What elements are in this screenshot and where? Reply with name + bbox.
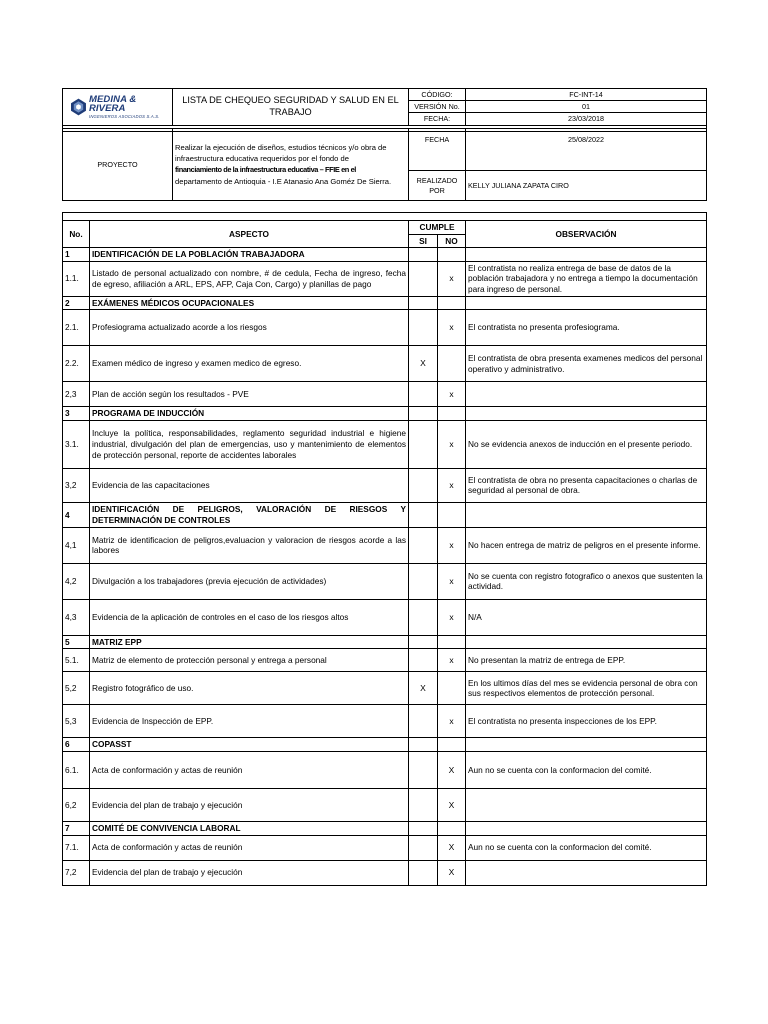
col-header-aspecto: ASPECTO — [90, 221, 409, 248]
cumple-si-mark — [409, 310, 438, 346]
cumple-si-mark — [409, 752, 438, 789]
cumple-si-cell — [409, 296, 438, 310]
cumple-no-mark: X — [438, 752, 466, 789]
cumple-no-cell — [438, 738, 466, 752]
item-aspect: Examen médico de ingreso y examen medico de egreso. — [90, 346, 409, 382]
item-aspect: Plan de acción según los resultados - PVE — [90, 382, 409, 407]
section-number: 5 — [63, 635, 90, 649]
cumple-si-mark — [409, 527, 438, 563]
item-aspect: Matriz de identificacion de peligros,evaluacion y valoracion de riesgos acorde a las labores — [90, 527, 409, 563]
cumple-no-mark: x — [438, 261, 466, 296]
cumple-si-mark — [409, 705, 438, 738]
cumple-si-cell — [409, 635, 438, 649]
cumple-si-mark — [409, 789, 438, 822]
codigo-value: FC-INT-14 — [466, 89, 707, 101]
cumple-no-mark: x — [438, 705, 466, 738]
observation-cell — [466, 738, 707, 752]
item-aspect: Evidencia de la aplicación de controles en el caso de los riesgos altos — [90, 599, 409, 635]
cumple-no-cell — [438, 502, 466, 527]
company-logo-icon — [71, 98, 86, 116]
col-header-si: SI — [409, 234, 438, 248]
observation-cell: No se evidencia anexos de inducción en el presente periodo. — [466, 420, 707, 468]
cumple-no-cell — [438, 296, 466, 310]
cumple-no-mark: x — [438, 468, 466, 502]
observation-cell: El contratista de obra no presenta capacitaciones o charlas de seguridad al personal de obra. — [466, 468, 707, 502]
observation-cell — [466, 635, 707, 649]
observation-cell: Aun no se cuenta con la conformacion del comité. — [466, 835, 707, 860]
item-aspect: Profesiograma actualizado acorde a los riesgos — [90, 310, 409, 346]
cumple-si-mark — [409, 420, 438, 468]
section-title: IDENTIFICACIÓN DE LA POBLACIÓN TRABAJADORA — [90, 248, 409, 262]
item-aspect: Acta de conformación y actas de reunión — [90, 835, 409, 860]
section-row — [63, 502, 707, 527]
item-number: 4,1 — [63, 527, 90, 563]
cumple-si-cell — [409, 822, 438, 836]
cumple-no-mark: x — [438, 420, 466, 468]
checklist-table — [62, 212, 707, 886]
cumple-si-mark — [409, 649, 438, 672]
item-aspect: Evidencia de Inspección de EPP. — [90, 705, 409, 738]
table-row — [63, 649, 707, 672]
section-title: COMITÉ DE CONVIVENCIA LABORAL — [90, 822, 409, 836]
observation-cell: No hacen entrega de matriz de peligros en el presente informe. — [466, 527, 707, 563]
item-number: 3.1. — [63, 420, 90, 468]
section-title: PROGRAMA DE INDUCCIÓN — [90, 407, 409, 421]
checklist-rows — [63, 248, 707, 885]
item-aspect: Registro fotográfico de uso. — [90, 672, 409, 705]
item-aspect: Evidencia del plan de trabajo y ejecución — [90, 860, 409, 885]
cumple-si-cell — [409, 407, 438, 421]
table-row — [63, 468, 707, 502]
cumple-no-mark — [438, 672, 466, 705]
project-fecha-value: 25/08/2022 — [466, 129, 707, 171]
cumple-no-mark: x — [438, 527, 466, 563]
item-number: 6,2 — [63, 789, 90, 822]
item-number: 5.1. — [63, 649, 90, 672]
table-row — [63, 599, 707, 635]
cumple-no-mark — [438, 346, 466, 382]
item-number: 7.1. — [63, 835, 90, 860]
project-description — [173, 129, 409, 201]
observation-cell — [466, 502, 707, 527]
section-row — [63, 738, 707, 752]
section-row — [63, 248, 707, 262]
cumple-no-mark: X — [438, 789, 466, 822]
section-row — [63, 407, 707, 421]
col-header-no: No. — [63, 221, 90, 248]
company-tagline: INGENIEROS ASOCIADOS S.A.S. — [88, 113, 160, 119]
version-value: 01 — [466, 101, 707, 113]
table-row — [63, 310, 707, 346]
codigo-label: CÓDIGO: — [409, 89, 466, 101]
table-row — [63, 382, 707, 407]
item-aspect: Listado de personal actualizado con nombre, # de cedula, Fecha de ingreso, fecha de egreso, afiliación a ARL, EPS, AFP, Caja Con, Cargo) y planillas de pago — [90, 261, 409, 296]
section-number: 1 — [63, 248, 90, 262]
observation-cell: No presentan la matriz de entrega de EPP. — [466, 649, 707, 672]
table-row — [63, 420, 707, 468]
observation-cell: N/A — [466, 599, 707, 635]
section-number: 4 — [63, 502, 90, 527]
col-header-observacion: OBSERVACIÓN — [466, 221, 707, 248]
cumple-no-mark: X — [438, 860, 466, 885]
item-aspect: Evidencia de las capacitaciones — [90, 468, 409, 502]
project-fecha-label: FECHA — [409, 129, 466, 171]
section-title: MATRIZ EPP — [90, 635, 409, 649]
project-label: PROYECTO — [63, 129, 173, 201]
cumple-si-mark — [409, 382, 438, 407]
observation-cell — [466, 789, 707, 822]
col-header-cumple: CUMPLE — [409, 221, 466, 235]
realizado-label: REALIZADO POR — [409, 171, 466, 201]
document-title: LISTA DE CHEQUEO SEGURIDAD Y SALUD EN EL TRABAJO — [173, 89, 409, 126]
cumple-si-mark — [409, 261, 438, 296]
observation-cell: El contratista de obra presenta examenes medicos del personal operativo y administrativo. — [466, 346, 707, 382]
table-row — [63, 835, 707, 860]
observation-cell — [466, 860, 707, 885]
observation-cell — [466, 382, 707, 407]
observation-cell: El contratista no presenta inspecciones de los EPP. — [466, 705, 707, 738]
observation-cell: En los ultimos días del mes se evidencia personal de obra con sus respectivos elementos de protección personal. — [466, 672, 707, 705]
observation-cell — [466, 407, 707, 421]
observation-cell: Aun no se cuenta con la conformacion del comité. — [466, 752, 707, 789]
document-header — [62, 88, 707, 132]
table-row — [63, 860, 707, 885]
company-logo — [63, 89, 173, 126]
observation-cell — [466, 296, 707, 310]
item-aspect: Incluye la política, responsabilidades, reglamento seguridad industrial e higiene industrial, divulgación del plan de emergencias, uso y mantenimiento de elementos de protección personal, reporte de accidentes laborales — [90, 420, 409, 468]
spacer-row — [63, 213, 707, 221]
table-row — [63, 705, 707, 738]
cumple-si-mark — [409, 468, 438, 502]
section-title: IDENTIFICACIÓN DE PELIGROS, VALORACIÓN DE RIESGOS Y DETERMINACIÓN DE CONTROLES — [90, 502, 409, 527]
section-title: EXÁMENES MÉDICOS OCUPACIONALES — [90, 296, 409, 310]
table-row — [63, 672, 707, 705]
item-number: 1.1. — [63, 261, 90, 296]
table-row — [63, 527, 707, 563]
item-number: 4,3 — [63, 599, 90, 635]
fecha-label: FECHA: — [409, 113, 466, 125]
project-description-part1: Realizar la ejecución de diseños, estudios técnicos y/o obra de infraestructura educativa requeridos por el fondo de — [175, 143, 387, 164]
observation-cell — [466, 822, 707, 836]
cumple-si-mark — [409, 860, 438, 885]
cumple-no-mark: x — [438, 382, 466, 407]
section-row — [63, 296, 707, 310]
cumple-si-mark — [409, 835, 438, 860]
cumple-no-mark: x — [438, 310, 466, 346]
cumple-no-cell — [438, 822, 466, 836]
section-number: 7 — [63, 822, 90, 836]
observation-cell: No se cuenta con registro fotografico o anexos que sustenten la actividad. — [466, 563, 707, 599]
cumple-si-cell — [409, 502, 438, 527]
item-number: 5,3 — [63, 705, 90, 738]
table-row — [63, 563, 707, 599]
cumple-si-cell — [409, 248, 438, 262]
cumple-no-mark: x — [438, 599, 466, 635]
project-description-part3: departamento de Antioquia - I.E Atanasio Ana Goméz De Sierra. — [175, 176, 392, 186]
cumple-no-cell — [438, 635, 466, 649]
col-header-no-cumple: NO — [438, 234, 466, 248]
section-number: 2 — [63, 296, 90, 310]
fecha-value: 23/03/2018 — [466, 113, 707, 125]
project-info — [62, 128, 707, 201]
item-aspect: Divulgación a los trabajadores (previa ejecución de actividades) — [90, 563, 409, 599]
cumple-si-mark: X — [409, 672, 438, 705]
table-row — [63, 261, 707, 296]
item-aspect: Matriz de elemento de protección personal y entrega a personal — [90, 649, 409, 672]
item-number: 4,2 — [63, 563, 90, 599]
item-number: 2,3 — [63, 382, 90, 407]
item-number: 2.2. — [63, 346, 90, 382]
cumple-si-mark: X — [409, 346, 438, 382]
table-row — [63, 789, 707, 822]
item-aspect: Acta de conformación y actas de reunión — [90, 752, 409, 789]
table-row — [63, 346, 707, 382]
table-row — [63, 752, 707, 789]
cumple-no-cell — [438, 248, 466, 262]
cumple-si-mark — [409, 563, 438, 599]
item-aspect: Evidencia del plan de trabajo y ejecución — [90, 789, 409, 822]
observation-cell — [466, 248, 707, 262]
cumple-no-mark: x — [438, 563, 466, 599]
item-number: 3,2 — [63, 468, 90, 502]
cumple-no-mark: X — [438, 835, 466, 860]
project-description-part2: financiamiento de la infraestructura educativa – FFIE en el — [175, 165, 356, 175]
cumple-no-cell — [438, 407, 466, 421]
observation-cell: El contratista no presenta profesiograma. — [466, 310, 707, 346]
company-name: MEDINA & RIVERA — [88, 93, 137, 115]
version-label: VERSIÓN No. — [409, 101, 466, 113]
section-number: 6 — [63, 738, 90, 752]
realizado-value: KELLY JULIANA ZAPATA CIRO — [466, 171, 707, 201]
cumple-no-mark: x — [438, 649, 466, 672]
section-row — [63, 635, 707, 649]
observation-cell: El contratista no realiza entrega de base de datos de la población trabajadora y no entrega a tiempo la documentación para ingreso de personal. — [466, 261, 707, 296]
section-title: COPASST — [90, 738, 409, 752]
item-number: 6.1. — [63, 752, 90, 789]
item-number: 7,2 — [63, 860, 90, 885]
item-number: 2.1. — [63, 310, 90, 346]
cumple-si-cell — [409, 738, 438, 752]
section-row — [63, 822, 707, 836]
item-number: 5,2 — [63, 672, 90, 705]
cumple-si-mark — [409, 599, 438, 635]
section-number: 3 — [63, 407, 90, 421]
